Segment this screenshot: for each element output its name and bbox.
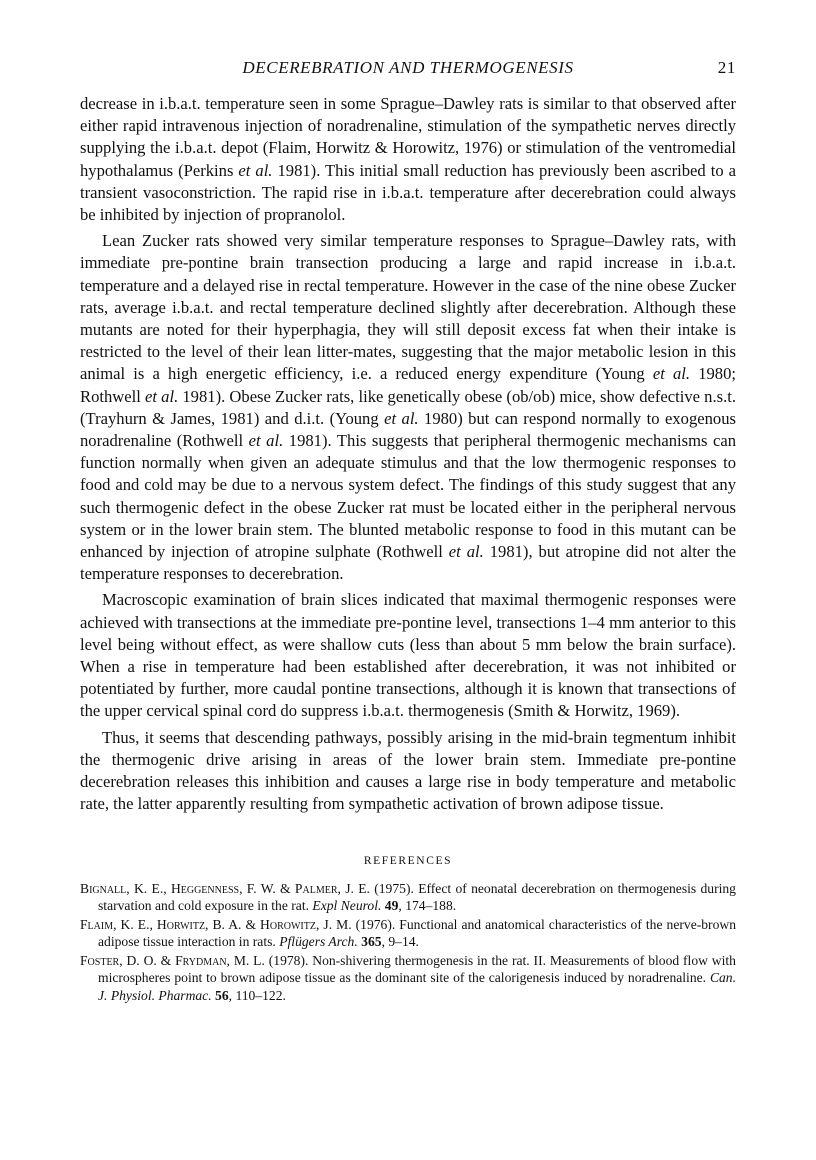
text-run: et al. — [384, 408, 419, 428]
volume-number: 365 — [361, 934, 382, 950]
text-run: et al. — [248, 431, 284, 451]
text-run: et al. — [145, 386, 179, 406]
journal-name: Expl Neurol. — [312, 898, 382, 914]
paragraph — [80, 93, 736, 226]
text-run: decrease in i.b.a.t. temperature seen in some Sprague–Dawley rats is similar to that observed after either rapid intravenous injection of noradrenaline, stimulation of the sympathetic nerves directly supplying the i.b.a.t. depot (Flaim, Horwitz & Horowitz, 1976) or stimulation of the ventromedial hypothalamus (Perkins — [80, 94, 736, 180]
volume-number: 49 — [384, 898, 399, 914]
text-run: 1981). This suggests that peripheral thermogenic mechanisms can function normally when given an adequate stimulus and that the low thermogenic responses to food and cold may be due to a nervous system defect. The findings of this study suggest that any such thermogenic defect in the obese Zucker rat must be located either in the peripheral nervous system or in the lower brain stem. The blunted metabolic response to food in this mutant can be enhanced by injection of atropine sulphate (Rothwell — [80, 431, 736, 562]
text-run: , 174–188. — [398, 898, 457, 914]
running-title: DECEREBRATION AND THERMOGENESIS — [242, 58, 574, 77]
text-run: Macroscopic examination of brain slices indicated that maximal thermogenic responses were achieved with transections at the immediate pre-pontine level, transections 1–4 mm anterior to this level being without effect, as were shallow cuts (less than about 5 mm below the brain surface). When a rise in temperature had been established after decerebration, it was not inhibited or potentiated by further, more caudal pontine transections, although it is known that transections of the upper cervical spinal cord do suppress i.b.a.t. thermogenesis (Smith & Horwitz, 1969). — [80, 590, 736, 721]
reference-authors: Foster, D. O. & Frydman, M. L. — [80, 952, 265, 968]
journal-name: Pflügers Arch. — [279, 934, 358, 950]
journal-name: Can. J. Physiol. Pharmac. — [98, 970, 736, 1004]
text-run: et al. — [652, 364, 691, 384]
running-header — [80, 58, 736, 84]
text-run: 1980; Rothwell — [80, 364, 736, 406]
references-list — [80, 880, 736, 1005]
text-run: 1981). Obese Zucker rats, like genetically obese (ob/ob) mice, show defective n.s.t. (Trayhurn & James, 1981) and d.i.t. (Young — [80, 386, 736, 428]
text-run: 1981). This initial small reduction has previously been ascribed to a transient vasoconstriction. The rapid rise in i.b.a.t. temperature after decerebration could always be inhibited by injection of propranolol. — [80, 160, 736, 225]
body-text — [80, 93, 736, 816]
references-heading: REFERENCES — [363, 854, 453, 867]
paragraph — [80, 727, 736, 816]
volume-number: 56 — [215, 988, 229, 1004]
text-run: 1981), but atropine did not alter the temperature responses to decerebration. — [80, 542, 736, 584]
page-number: 21 — [717, 58, 736, 77]
reference-entry — [80, 880, 736, 915]
reference-entry — [80, 952, 736, 1005]
paragraph — [80, 230, 736, 585]
text-run: et al. — [238, 160, 273, 180]
text-run: , 110–122. — [228, 988, 286, 1004]
reference-entry — [80, 916, 736, 951]
paragraph — [80, 589, 736, 722]
text-run: Thus, it seems that descending pathways, possibly arising in the mid-brain tegmentum inhibit the thermogenic drive arising in areas of the lower brain stem. Immediate pre-pontine decerebration releases this inhibition and causes a large rise in body temperature and metabolic rate, the latter apparently resulting from sympathetic activation of brown adipose tissue. — [80, 727, 736, 814]
text-run: (1978). Non-shivering thermogenesis in the rat. II. Measurements of blood flow with microspheres point to brown adipose tissue as the dominant site of the calorigenesis induced by noradrenaline. — [98, 952, 736, 986]
journal-page — [80, 58, 736, 1006]
text-run: 1980) but can respond normally to exogenous noradrenaline (Rothwell — [80, 408, 736, 451]
text-run: (1976). Functional and anatomical characteristics of the nerve-brown adipose tissue interaction in rats. — [98, 916, 736, 950]
text-run: et al. — [448, 542, 484, 562]
text-run: Lean Zucker rats showed very similar temperature responses to Sprague–Dawley rats, with immediate pre-pontine brain transection producing a large and rapid increase in i.b.a.t. temperature and a delayed rise in rectal temperature. However in the case of the nine obese Zucker rats, average i.b.a.t. and rectal temperature declined slightly after decerebration. Although these mutants are noted for their hyperphagia, they will still deposit excess fat when their intake is restricted to the level of their lean litter-mates, suggesting that the major metabolic lesion in this animal is a high energetic efficiency, i.e. a reduced energy expenditure (Young — [80, 231, 736, 384]
text-run: , 9–14. — [381, 934, 419, 950]
reference-authors: Flaim, K. E., Horwitz, B. A. & Horowitz, J. M. — [80, 916, 352, 932]
text-run: (1975). Effect of neonatal decerebration on thermogenesis during starvation and cold exposure in the rat. — [98, 880, 736, 914]
reference-authors: Bignall, K. E., Heggenness, F. W. & Palmer, J. E. — [80, 880, 370, 896]
